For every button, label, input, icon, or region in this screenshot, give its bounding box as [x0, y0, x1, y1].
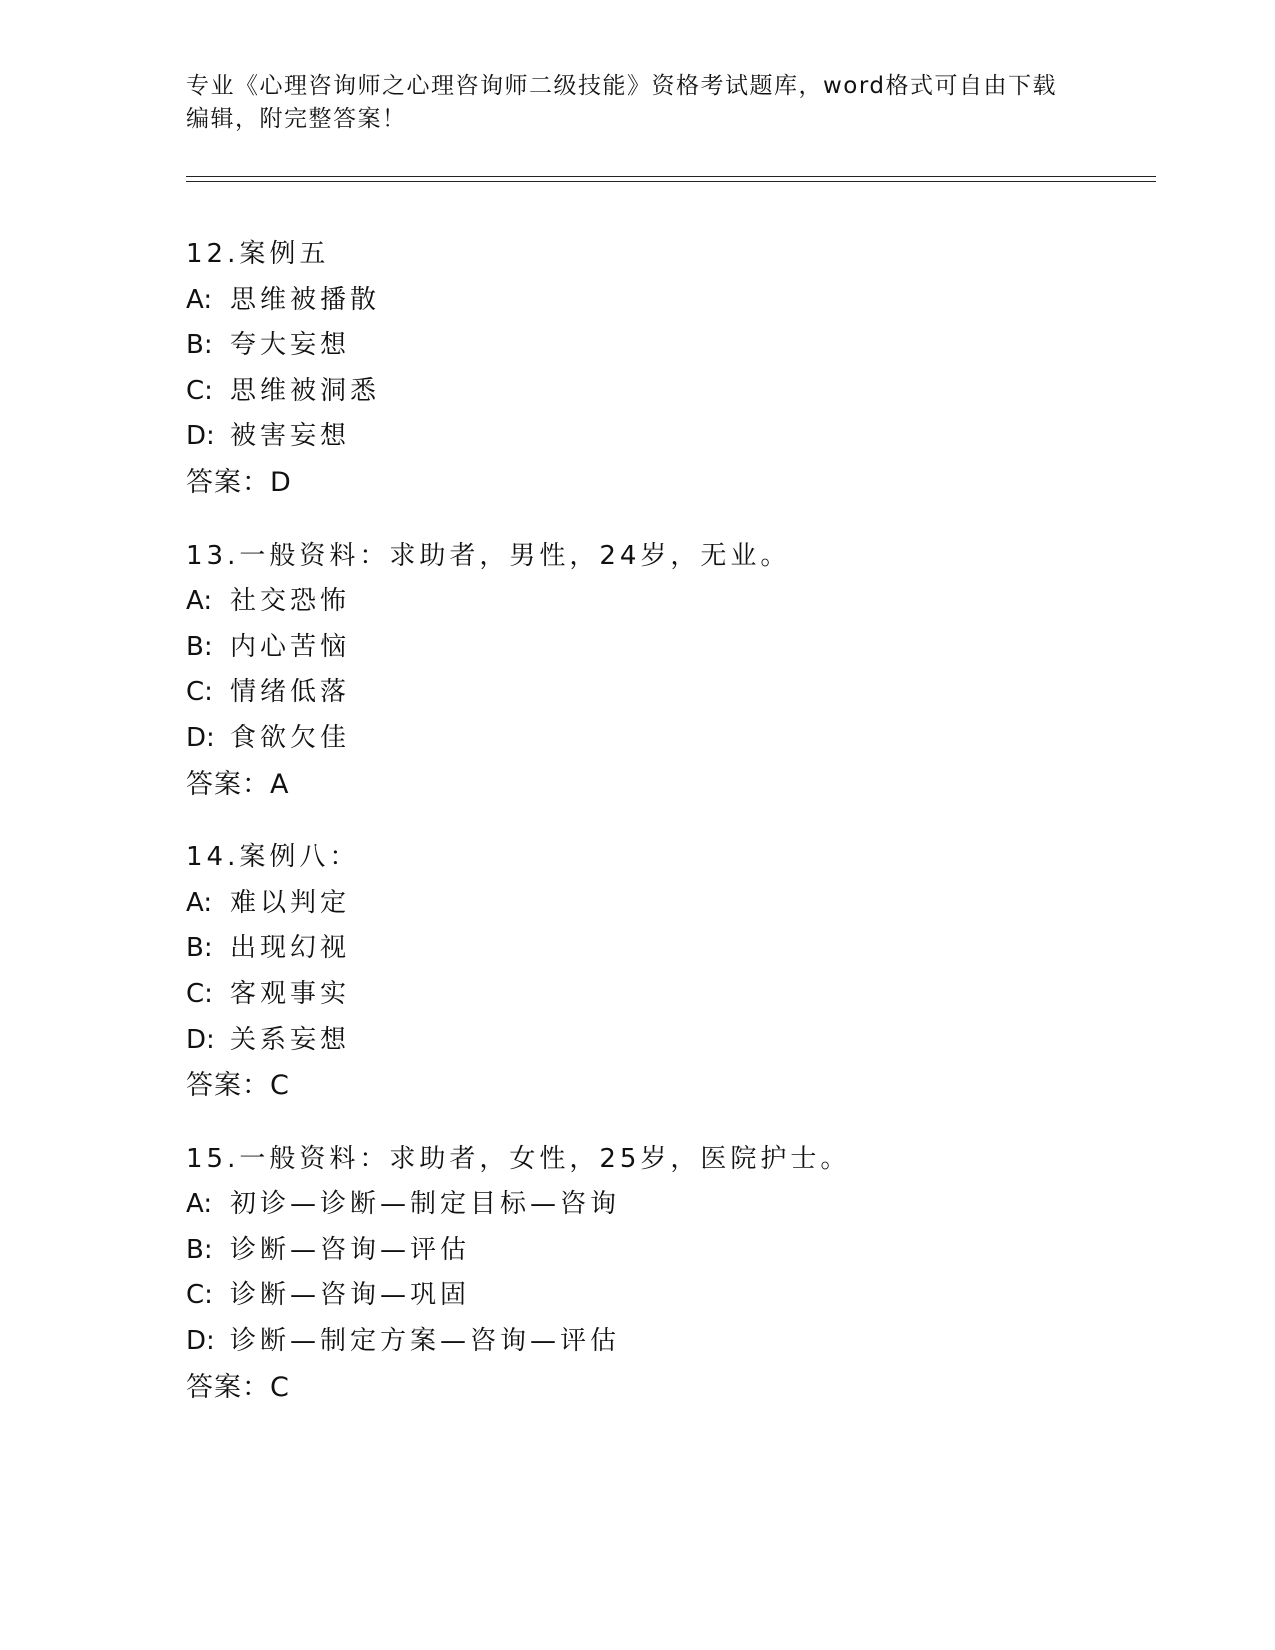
- option-text: 思维被洞悉: [230, 375, 381, 406]
- question-14: [186, 835, 1146, 1109]
- question-list: [186, 232, 1146, 1438]
- option-text: 夸大妄想: [230, 330, 351, 361]
- option-c: [186, 972, 1146, 1018]
- option-b: [186, 926, 1146, 972]
- question-title: 14.案例八：: [186, 842, 360, 873]
- question-12: [186, 232, 1146, 506]
- option-letter: D:: [186, 1024, 215, 1055]
- option-letter: A:: [186, 586, 213, 617]
- option-text: 内心苦恼: [230, 631, 351, 662]
- option-letter: D:: [186, 1326, 215, 1357]
- option-text: 被害妄想: [230, 421, 351, 452]
- option-letter: A:: [186, 1189, 213, 1220]
- option-text: 诊断—咨询—巩固: [230, 1280, 471, 1311]
- option-d: [186, 1018, 1146, 1064]
- option-text: 初诊—诊断—制定目标—咨询: [230, 1189, 621, 1220]
- option-letter: C:: [186, 1280, 213, 1311]
- option-text: 思维被播散: [230, 284, 381, 315]
- answer-line: 答案：D: [186, 466, 292, 498]
- question-title: 13.一般资料：求助者，男性，24岁，无业。: [186, 540, 791, 571]
- option-text: 出现幻视: [230, 933, 351, 964]
- option-text: 难以判定: [230, 887, 351, 918]
- question-13: [186, 534, 1146, 808]
- header-line-2: 编辑，附完整答案！: [186, 106, 407, 132]
- option-letter: D:: [186, 421, 215, 452]
- option-c: [186, 670, 1146, 716]
- option-letter: D:: [186, 722, 215, 753]
- header-line-1: 专业《心理咨询师之心理咨询师二级技能》资格考试题库，word格式可自由下载: [186, 73, 1058, 99]
- option-text: 关系妄想: [230, 1024, 351, 1055]
- option-d: [186, 1319, 1146, 1365]
- option-c: [186, 1273, 1146, 1319]
- question-title: 12.案例五: [186, 239, 330, 269]
- option-text: 食欲欠佳: [230, 722, 351, 753]
- option-a: [186, 881, 1146, 927]
- option-text: 客观事实: [230, 978, 351, 1009]
- question-title: 15.一般资料：求助者，女性，25岁，医院护士。: [186, 1143, 851, 1174]
- option-b: [186, 625, 1146, 671]
- option-text: 情绪低落: [230, 677, 351, 708]
- option-a: [186, 579, 1146, 625]
- option-a: [186, 278, 1146, 324]
- header-divider: [186, 176, 1156, 182]
- answer-line: 答案：C: [186, 1371, 290, 1403]
- option-letter: A:: [186, 284, 213, 315]
- option-letter: B:: [186, 1234, 213, 1265]
- answer-line: 答案：C: [186, 1070, 290, 1102]
- option-letter: C:: [186, 677, 213, 708]
- option-b: [186, 1228, 1146, 1274]
- option-text: 诊断—制定方案—咨询—评估: [230, 1326, 621, 1357]
- option-letter: B:: [186, 933, 213, 964]
- option-d: [186, 716, 1146, 762]
- option-d: [186, 414, 1146, 460]
- option-letter: B:: [186, 631, 213, 662]
- option-letter: A:: [186, 887, 213, 918]
- question-15: [186, 1137, 1146, 1411]
- option-letter: C:: [186, 978, 213, 1009]
- option-a: [186, 1182, 1146, 1228]
- document-header: [186, 70, 1086, 136]
- option-text: 诊断—咨询—评估: [230, 1234, 471, 1265]
- answer-line: 答案：A: [186, 768, 290, 800]
- option-b: [186, 323, 1146, 369]
- option-letter: B:: [186, 330, 213, 361]
- option-c: [186, 369, 1146, 415]
- option-letter: C:: [186, 375, 213, 406]
- option-text: 社交恐怖: [230, 586, 351, 617]
